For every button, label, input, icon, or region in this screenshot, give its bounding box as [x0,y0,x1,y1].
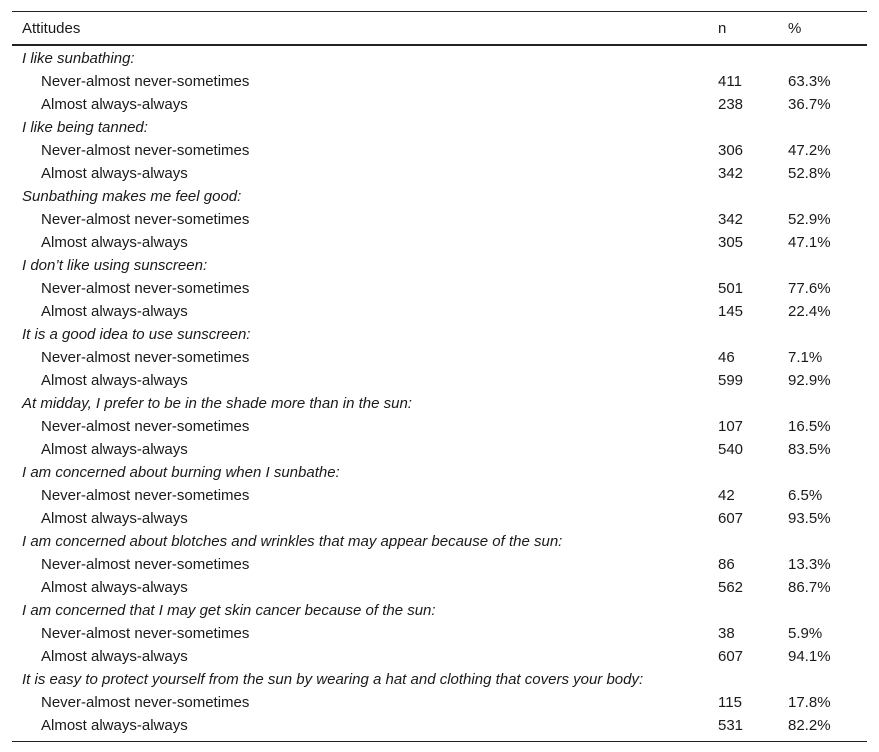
percent-value: 47.2% [788,142,831,159]
percent-value: 17.8% [788,694,831,711]
attitude-statement: I am concerned about blotches and wrinkles that may appear because of the sun: [22,533,563,550]
percent-value: 94.1% [788,648,831,665]
header-percent: % [788,19,802,37]
table-row [12,369,867,392]
table-row [12,553,867,576]
table-group-row [12,116,867,139]
attitude-statement: I am concerned that I may get skin cancer because of the sun: [22,602,436,619]
table-row [12,415,867,438]
table-row [12,576,867,599]
attitude-statement: I like sunbathing: [22,50,135,67]
table-row [12,507,867,530]
response-category: Never-almost never-sometimes [41,487,250,504]
count-value: 411 [718,73,742,90]
table-row [12,691,867,714]
percent-value: 16.5% [788,418,831,435]
count-value: 46 [718,349,735,366]
response-category: Almost always-always [41,303,188,320]
table-row [12,622,867,645]
percent-value: 93.5% [788,510,831,527]
percent-value: 92.9% [788,372,831,389]
table-group-row [12,392,867,415]
response-category: Almost always-always [41,579,188,596]
count-value: 306 [718,142,744,159]
table-row [12,484,867,507]
response-category: Almost always-always [41,96,188,113]
count-value: 531 [718,717,744,734]
table-row [12,139,867,162]
count-value: 540 [718,441,744,458]
count-value: 607 [718,510,744,527]
percent-value: 63.3% [788,73,831,90]
response-category: Never-almost never-sometimes [41,625,250,642]
table-row [12,346,867,369]
table-row [12,208,867,231]
header-attitudes: Attitudes [22,19,81,37]
count-value: 107 [718,418,744,435]
count-value: 607 [718,648,744,665]
table-row [12,714,867,737]
percent-value: 47.1% [788,234,831,251]
response-category: Never-almost never-sometimes [41,211,250,228]
table-row [12,231,867,254]
table-group-row [12,323,867,346]
response-category: Almost always-always [41,441,188,458]
percent-value: 36.7% [788,96,831,113]
table-row [12,93,867,116]
header-n: n [718,19,727,37]
response-category: Almost always-always [41,234,188,251]
table-row [12,162,867,185]
response-category: Never-almost never-sometimes [41,142,250,159]
percent-value: 22.4% [788,303,831,320]
attitude-statement: At midday, I prefer to be in the shade more than in the sun: [22,395,412,412]
response-category: Almost always-always [41,717,188,734]
count-value: 145 [718,303,744,320]
table-group-row [12,668,867,691]
response-category: Almost always-always [41,510,188,527]
table-body [12,46,867,741]
percent-value: 7.1% [788,349,823,366]
table-group-row [12,185,867,208]
table-row [12,300,867,323]
attitudes-table [12,11,867,742]
table-group-row [12,461,867,484]
response-category: Never-almost never-sometimes [41,280,250,297]
percent-value: 52.8% [788,165,831,182]
count-value: 599 [718,372,744,389]
percent-value: 86.7% [788,579,831,596]
count-value: 562 [718,579,744,596]
attitude-statement: It is easy to protect yourself from the sun by wearing a hat and clothing that covers your body: [22,671,644,688]
table-row [12,277,867,300]
table-row [12,438,867,461]
count-value: 342 [718,211,744,228]
response-category: Never-almost never-sometimes [41,418,250,435]
table-group-row [12,254,867,277]
response-category: Never-almost never-sometimes [41,73,250,90]
attitude-statement: I don’t like using sunscreen: [22,257,208,274]
attitude-statement: I am concerned about burning when I sunbathe: [22,464,340,481]
percent-value: 83.5% [788,441,831,458]
attitude-statement: It is a good idea to use sunscreen: [22,326,251,343]
percent-value: 52.9% [788,211,831,228]
attitude-statement: Sunbathing makes me feel good: [22,188,242,205]
response-category: Never-almost never-sometimes [41,556,250,573]
table-group-row [12,599,867,622]
count-value: 86 [718,556,735,573]
response-category: Almost always-always [41,372,188,389]
response-category: Almost always-always [41,165,188,182]
table-group-row [12,530,867,553]
percent-value: 6.5% [788,487,823,504]
table-row [12,70,867,93]
count-value: 42 [718,487,735,504]
response-category: Never-almost never-sometimes [41,349,250,366]
percent-value: 82.2% [788,717,831,734]
count-value: 501 [718,280,744,297]
count-value: 38 [718,625,735,642]
count-value: 238 [718,96,744,113]
table-header-row [12,12,867,44]
table-row [12,645,867,668]
table-group-row [12,47,867,70]
count-value: 115 [718,694,742,711]
count-value: 342 [718,165,744,182]
percent-value: 77.6% [788,280,831,297]
table-bottom-rule [12,741,867,742]
response-category: Never-almost never-sometimes [41,694,250,711]
attitude-statement: I like being tanned: [22,119,148,136]
percent-value: 13.3% [788,556,831,573]
response-category: Almost always-always [41,648,188,665]
percent-value: 5.9% [788,625,823,642]
count-value: 305 [718,234,744,251]
